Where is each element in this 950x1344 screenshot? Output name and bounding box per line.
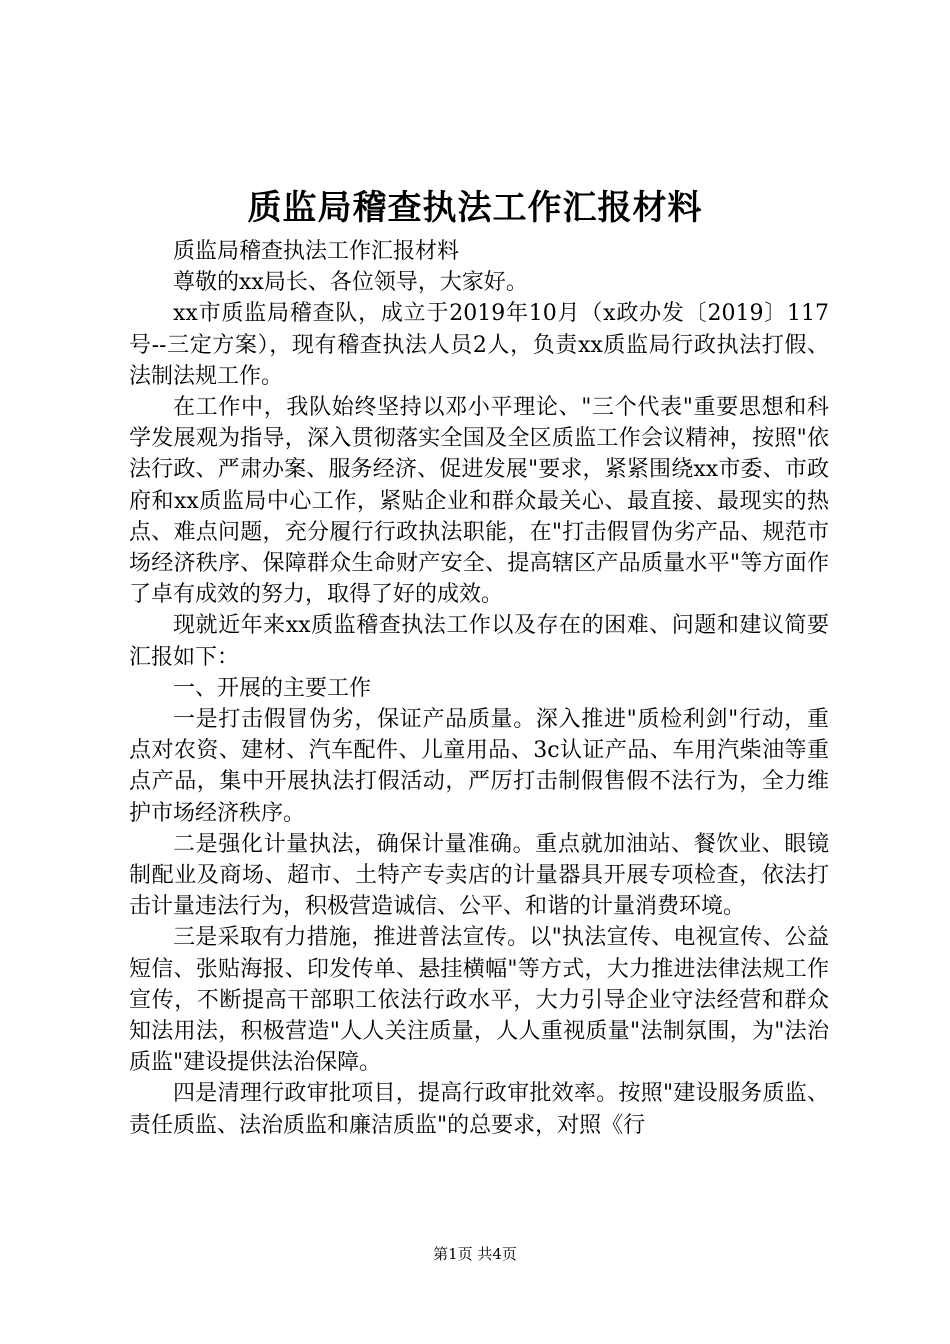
paragraph-guiding-principle: 在工作中，我队始终坚持以邓小平理论、"三个代表"重要思想和科学发展观为指导，深入贯彻落实全国及全区质监工作会议精神，按照"依法行政、严肃办案、服务经济、促进发展"要求，紧紧围绕xx市委、市政府和xx质监局中心工作，紧贴企业和群众最关心、最直接、最现实的热点、难点问题，充分履行行政执法职能，在"打击假冒伪劣产品、规范市场经济秩序、保障群众生命财产安全、提高辖区产品质量水平"等方面作了卓有成效的努力，取得了好的成效。 (129, 395, 829, 608)
document-title: 质监局稽查执法工作汇报材料 (247, 188, 703, 228)
paragraph-item-four: 四是清理行政审批项目，提高行政审批效率。按照"建设服务质监、责任质监、法治质监和廉洁质监"的总要求，对照《行 (129, 1081, 829, 1138)
page-number-footer: 第1页 共4页 (433, 1245, 517, 1263)
paragraph-greeting: 尊敬的xx局长、各位领导，大家好。 (173, 270, 528, 296)
section-heading-main-work: 一、开展的主要工作 (173, 675, 372, 701)
paragraph-intro: xx市质监局稽查队，成立于2019年10月（x政办发〔2019〕117号--三定方案），现有稽查执法人员2人，负责xx质监局行政执法打假、法制法规工作。 (129, 301, 829, 389)
paragraph-item-one: 一是打击假冒伪劣，保证产品质量。深入推进"质检利剑"行动，重点对农资、建材、汽车配件、儿童用品、3c认证产品、车用汽柴油等重点产品，集中开展执法打假活动，严厉打击制假售假不法行为，全力维护市场经济秩序。 (129, 707, 829, 826)
document-body (129, 236, 829, 1141)
paragraph-item-two: 二是强化计量执法，确保计量准确。重点就加油站、餐饮业、眼镜制配业及商场、超市、土特产专卖店的计量器具开展专项检查，依法打击计量违法行为，积极营造诚信、公平、和谐的计量消费环境。 (129, 831, 829, 920)
paragraph-item-three: 三是采取有力措施，推进普法宣传。以"执法宣传、电视宣传、公益短信、张贴海报、印发传单、悬挂横幅"等方式，大力推进法律法规工作宣传，不断提高干部职工依法行政水平，大力引导企业守法经营和群众知法用法，积极营造"人人关注质量，人人重视质量"法制氛围，为"法治质监"建设提供法治保障。 (129, 925, 829, 1076)
paragraph-report-outline: 现就近年来xx质监稽查执法工作以及存在的困难、问题和建议简要汇报如下： (129, 613, 829, 670)
paragraph-subtitle: 质监局稽查执法工作汇报材料 (173, 239, 460, 264)
